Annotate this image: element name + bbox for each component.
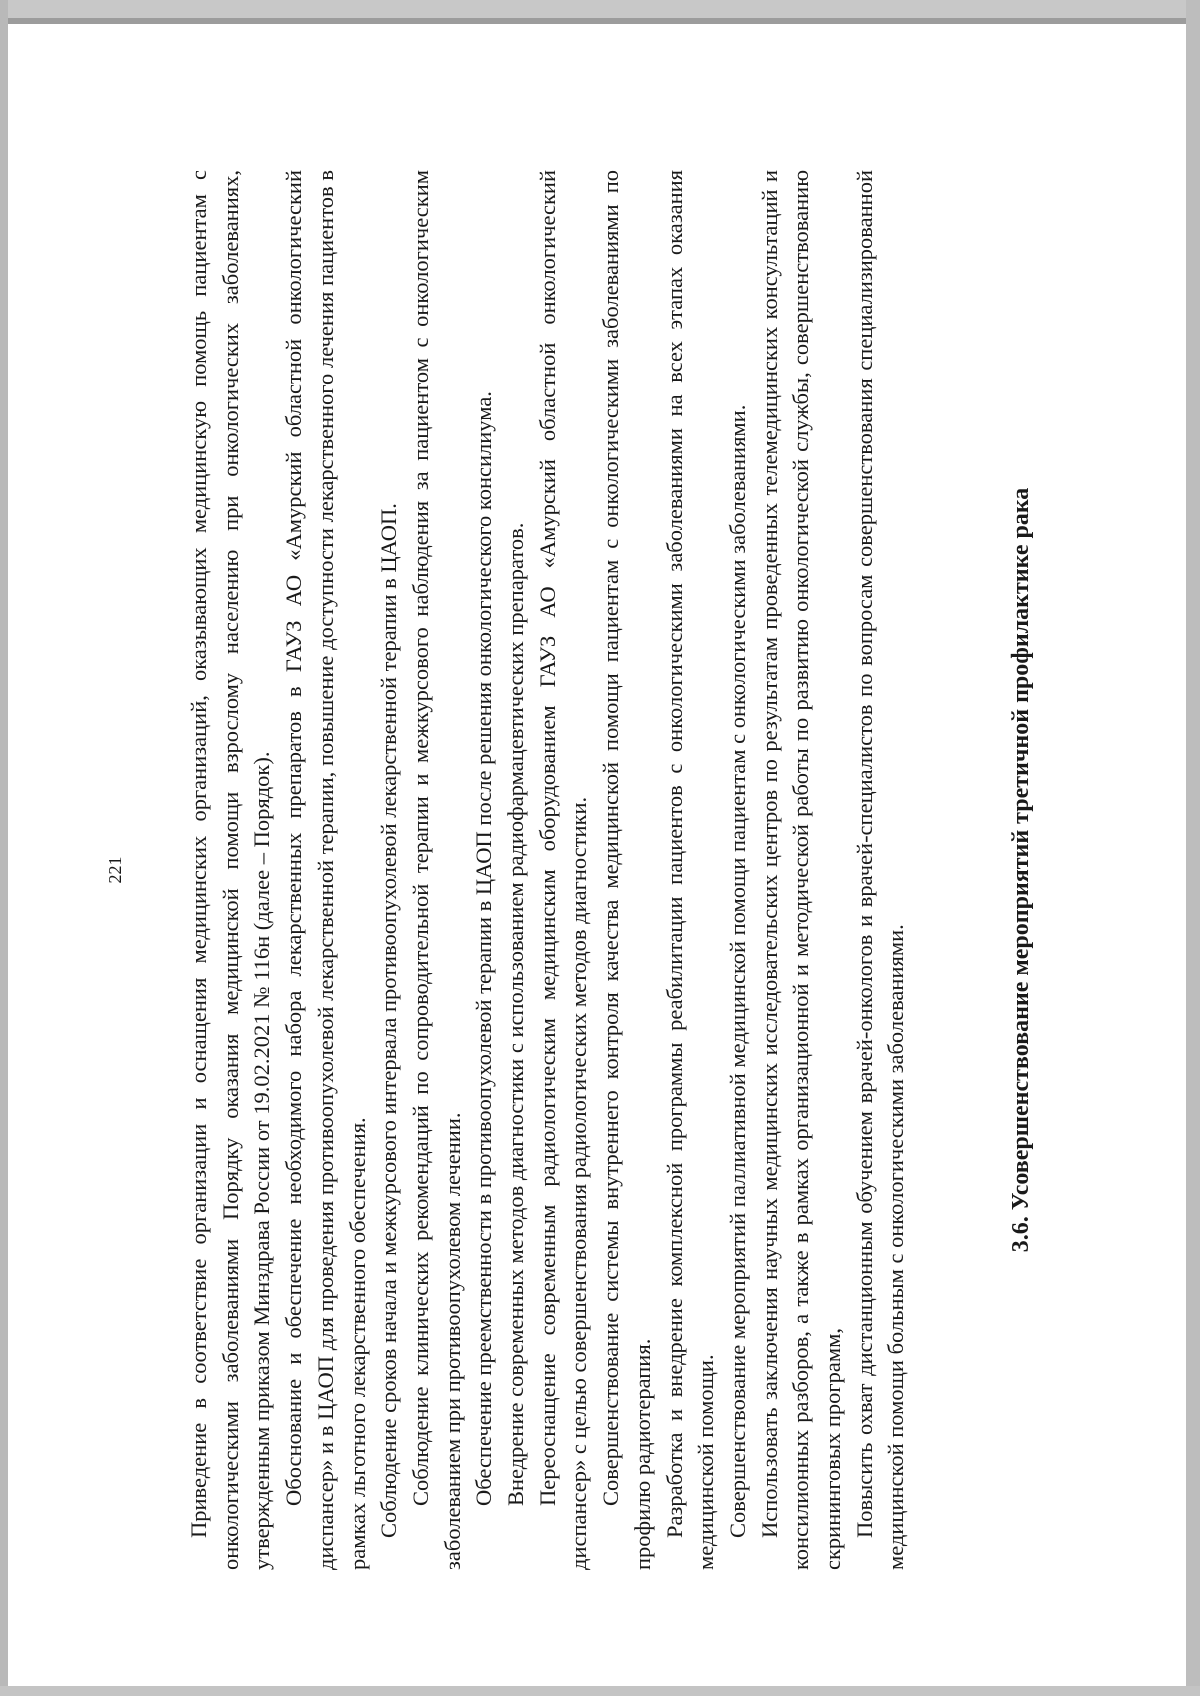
paragraph: Соблюдение клинических рекомендаций по сопроводительной терапии и межкурсового наблюдения за пациентом с онкологическим заболеванием при противоопухолевом лечении. <box>407 170 465 1570</box>
paragraph: Обоснование и обеспечение необходимого набора лекарственных препаратов в ГАУЗ АО «Амурский областной онкологический диспансер» и в ЦАОП для проведения противоопухолевой лекарственной терапии, повышение доступности лекарственного лечения пациентов в рамках льготного лекарственного обеспечения. <box>281 170 370 1570</box>
section-heading: 3.6. Усовершенствование мероприятий третичной профилактике рака <box>1008 487 1034 1253</box>
scan-edge-bottom <box>0 1686 1200 1696</box>
paragraph: Совершенствование системы внутреннего контроля качества медицинской помощи пациентам с онкологическими заболеваниями по профилю радиотерапия. <box>598 170 655 1570</box>
rotated-page <box>100 100 1100 1640</box>
scan-edge-right <box>1186 0 1200 1696</box>
paragraph: Приведение в соответствие организации и оснащения медицинских организаций, оказывающих медицинскую помощь пациентам с онкологическими заболеваниями Порядку оказания медицинской помощи взрослому населению при онкологических заболеваниях, утвержденным приказом Минздрава России от 19.02.2021 № 116н (далее – Порядок). <box>186 170 275 1570</box>
paragraph: Повысить охват дистанционным обучением врачей-онкологов и врачей-специалистов по вопросам совершенствования специализированной медицинской помощи больным с онкологическими заболеваниями. <box>851 170 909 1570</box>
scan-edge-left <box>0 0 8 1696</box>
paragraph: Переоснащение современным радиологическим медицинским оборудованием ГАУЗ АО «Амурский областной онкологический диспансер» с целью совершенствования радиологических методов диагностики. <box>534 170 592 1570</box>
body-text <box>183 170 912 1570</box>
paragraph: Совершенствование мероприятий паллиативной медицинской помощи пациентам с онкологическими заболеваниями. <box>724 404 750 1538</box>
scan-edge-top-shadow <box>0 18 1200 24</box>
paragraph: Разработка и внедрение комплексной программы реабилитации пациентов с онкологическими заболеваниями на всех этапах оказания медицинской помощи. <box>661 170 719 1570</box>
page-number: 221 <box>105 856 125 884</box>
paragraph: Внедрение современных методов диагностики с использованием радиофармацевтических препаратов. <box>503 522 529 1506</box>
paragraph: Использовать заключения научных медицинских исследовательских центров по результатам проведенных телемедицинских консультаций и консилионных разборов, а также в рамках организационной и методической работы по развитию онкологической службы, совершенствованию скрининговых программ, <box>756 170 846 1570</box>
paragraph: Соблюдение сроков начала и межкурсового интервала противоопухолевой лекарственной терапии в ЦАОП. <box>376 503 402 1538</box>
paragraph: Обеспечение преемственности в противоопухолевой терапии в ЦАОП после решения онкологического консилиума. <box>471 391 497 1506</box>
scan-edge-top <box>0 0 1200 18</box>
